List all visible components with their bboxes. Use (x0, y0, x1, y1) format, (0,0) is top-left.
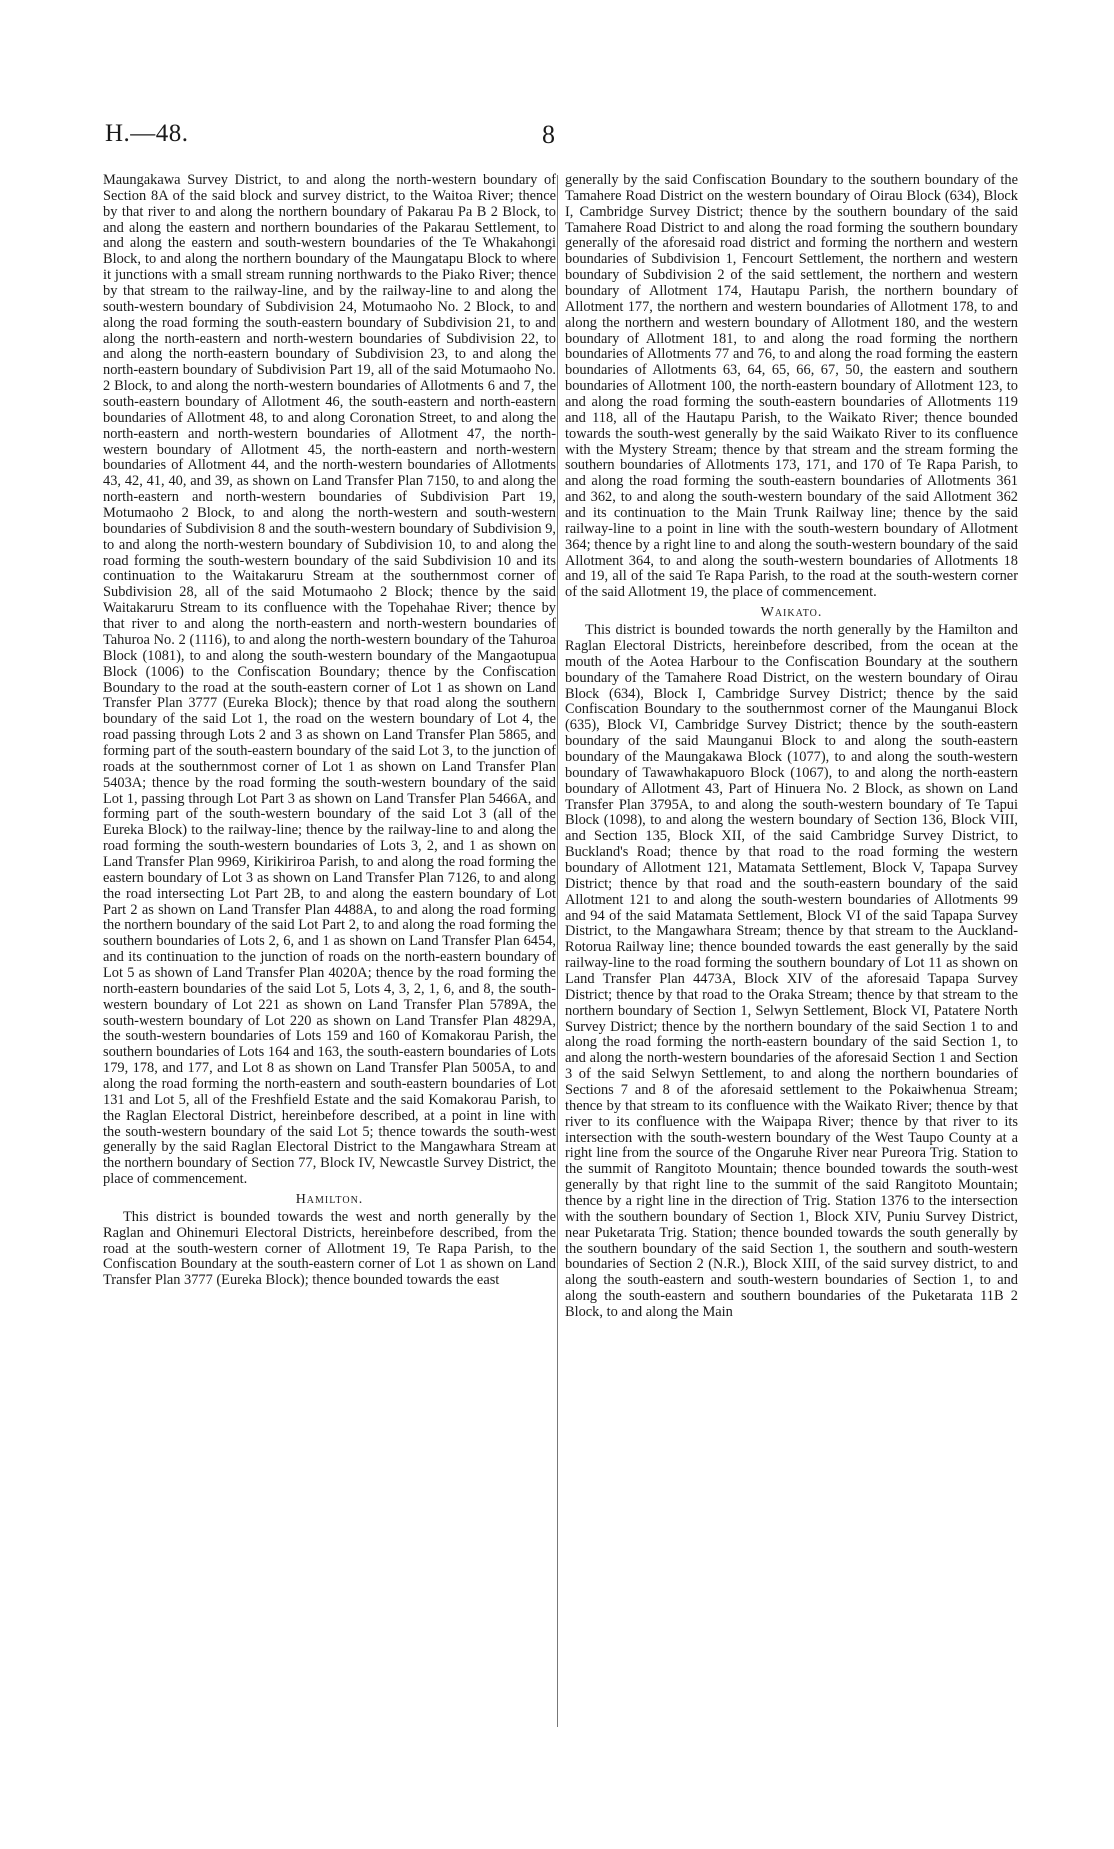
section-code: H.—48. (105, 120, 189, 147)
right-paragraph-2: This district is bounded towards the north generally by the Hamilton and Raglan Electoral Districts, hereinbefore described, from the ocean at the mouth of the Aotea Harbour to the Confiscation Boundary at the southern boundary of the Tamahere Road District, on the western boundary of Oirau Block (634), Block I, Cambridge Survey District; thence by the said Confiscation Boundary to the southernmost corner of the Maunganui Block (635), Block VI, Cambridge Survey District; thence by the south-eastern boundary of the said Maunganui Block to and along the south-eastern boundary of the Maungakawa Block (1077), to and along the south-western boundary of Tawawhakapuoro Block (1067), to and along the north-eastern boundary of Allotment 43, Part of Hinuera No. 2 Block, as shown on Land Transfer Plan 3795A, to and along the south-western boundary of Te Tapui Block (1098), to and along the western boundary of Section 136, Block VIII, and Section 135, Block XII, of the said Cambridge Survey District, to Buckland's Road; thence by that road to the road forming the western boundary of Allotment 121, Matamata Settlement, Block V, Tapapa Survey District; thence by that road and the south-eastern boundary of the said Allotment 121 to and along the south-western boundaries of Allotments 99 and 94 of the said Matamata Settlement, Block VI of the said Tapapa Survey District, to the Mangawhara Stream; thence by that stream to the Auckland-Rotorua Railway line; thence bounded towards the east generally by the said railway-line to the road forming the southern boundary of Lot 11 as shown on Land Transfer Plan 4473A, Block XIV of the aforesaid Tapapa Survey District; thence by that road to the Oraka Stream; thence by that stream to the northern boundary of Section 1, Selwyn Settlement, Block VI, Patatere North Survey District; thence by the northern boundary of the said Section 1 to and along the road forming the north-eastern boundary of the said Section 1, to and along the north-western boundaries of the aforesaid Section 1 and Section 3 of the said Selwyn Settlement, to and along the northern boundaries of Sections 7 and 8 of the aforesaid settlement to the Pokaiwhenua Stream; thence by that stream to its confluence with the Waikato River; thence by that river to its confluence with the Waipapa River; thence by that river to its intersection with the south-western boundary of the West Taupo County at a right line from the source of the Ongaruhe River near Pureora Trig. Station to the summit of Rangitoto Mountain; thence bounded towards the south-west generally by that right line to the summit of the said Rangitoto Mountain; thence by a right line in the direction of Trig. Station 1376 to the intersection with the southern boundary of Section 1, Block XIV, Puniu Survey District, near Puketarata Trig. Station; thence bounded towards the south generally by the southern boundary of the said Section 1, the southern and south-western boundaries of Section 2 (N.R.), Block XIII, of the said survey district, to and along the south-eastern and south-western boundaries of Section 1, to and along the south-eastern and southern boundaries of the Puketarata 11B 2 Block, to and along the Main (565, 622, 1018, 1321)
left-column (103, 173, 556, 1289)
right-paragraph-1: generally by the said Confiscation Boundary to the southern boundary of the Tamahere Road District on the western boundary of Oirau Block (634), Block I, Cambridge Survey District; thence by the southern boundary of the said Tamahere Road District to and along the road forming the southern boundary generally of the aforesaid road district and forming the northern and western boundaries of Subdivision 1, Fencourt Settlement, the northern and western boundary of Subdivision 2 of the said settlement, the northern and western boundary of Allotment 174, Hautapu Parish, the northern boundary of Allotment 177, the northern and western boundaries of Allotment 178, to and along the northern and western boundary of Allotment 180, and the western boundary of Allotment 181, to and along the road forming the northern boundaries of Allotments 77 and 76, to and along the road forming the eastern boundaries of Allotments 63, 64, 65, 66, 67, 50, the eastern and southern boundaries of Allotment 100, the north-eastern boundary of Allotment 123, to and along the road forming the south-eastern boundaries of Allotments 119 and 118, all of the Hautapu Parish, to the Waikato River; thence bounded towards the south-west generally by the said Waikato River to its confluence with the Mystery Stream; thence by that stream and the stream forming the southern boundaries of Allotments 173, 171, and 170 of Te Rapa Parish, to and along the road forming the south-eastern boundaries of Allotments 361 and 362, to and along the south-western boundary of the said Allotment 362 and its continuation to the Main Trunk Railway line; thence by the said railway-line to a point in line with the south-western boundary of Allotment 364; thence by a right line to and along the south-western boundary of the said Allotment 364, to and along the south-western boundaries of Allotments 18 and 19, all of the said Te Rapa Parish, to the road at the south-western corner of the said Allotment 19, the place of commencement. (565, 172, 1018, 601)
left-paragraph-1: Maungakawa Survey District, to and along the north-western boundary of Section 8A of the said block and survey district, to the Waitoa River; thence by that river to and along the northern boundary of Pakarau Pa B 2 Block, to and along the eastern and northern boundaries of the Pakarau Settlement, to and along the eastern and south-western boundaries of the Te Whakahongi Block, to and along the northern boundary of the Maungatapu Block to where it junctions with a small stream running northwards to the Piako River; thence by that stream to the railway-line, and by the railway-line to and along the south-western boundary of Subdivision 24, Motumaoho No. 2 Block, to and along the road forming the south-eastern boundary of Subdivision 21, to and along the north-eastern and north-western boundaries of Subdivision 22, to and along the north-eastern boundary of Subdivision 23, to and along the north-eastern boundary of Subdivision Part 19, all of the said Motumaoho No. 2 Block, to and along the north-western boundaries of Allotments 6 and 7, the south-eastern boundary of Allotment 46, the south-eastern and north-eastern boundaries of Allotment 48, to and along Coronation Street, to and along the north-eastern and north-western boundaries of Allotment 47, the north-western boundary of Allotment 45, the north-eastern and north-western boundaries of Allotment 44, and the north-western boundaries of Allotments 43, 42, 41, 40, and 39, as shown on Land Transfer Plan 7150, to and along the north-eastern and north-western boundaries of Subdivision Part 19, Motumaoho 2 Block, to and along the north-western and south-western boundaries of Subdivision 8 and the south-western boundary of Subdivision 9, to and along the north-western boundary of Subdivision 10, to and along the road forming the south-western boundary of the said Subdivision 10 and its continuation to the Waitakaruru Stream at the southernmost corner of Subdivision 28, all of the said Motumaoho 2 Block; thence by the said Waitakaruru Stream to its confluence with the Topehahae River; thence by that river to and along the north-eastern and north-western boundaries of Tahuroa No. 2 (1116), to and along the north-western boundary of the Tahuroa Block (1081), to and along the south-western boundary of the Mangaotupua Block (1006) to the Confiscation Boundary; thence by the Confiscation Boundary to the road at the south-eastern corner of Lot 1 as shown on Land Transfer Plan 3777 (Eureka Block); thence by that road along the southern boundary of the said Lot 1, the road on the western boundary of Lot 4, the road passing through Lots 2 and 3 as shown on Land Transfer Plan 5865, and forming part of the south-eastern boundary of the said Lot 3, to the junction of roads at the southernmost corner of Lot 1 as shown on Land Transfer Plan 5403A; thence by the road forming the south-western boundary of the said Lot 1, passing through Lot Part 3 as shown on Land Transfer Plan 5466A, and forming part of the south-western boundary of the said Lot 3 (all of the Eureka Block) to the railway-line; thence by the railway-line to and along the road forming the south-western boundaries of Lots 3, 2, and 1 as shown on Land Transfer Plan 9969, Kirikiriroa Parish, to and along the road forming the eastern boundary of Lot 3 as shown on Land Transfer Plan 7126, to and along the road intersecting Lot Part 2B, to and along the eastern boundary of Lot Part 2 as shown on Land Transfer Plan 4488A, to and along the road forming the northern boundary of the said Lot Part 2, to and along the road forming the southern boundaries of Lots 2, 6, and 1 as shown on Land Transfer Plan 6454, and its continuation to the junction of roads on the north-eastern boundary of Lot 5 as shown of Land Transfer Plan 4020A; thence by the road forming the north-eastern boundaries of the said Lot 5, Lots 4, 3, 2, 1, 6, and 8, the south-western boundary of Lot 221 as shown on Land Transfer Plan 5789A, the south-western boundary of Lot 220 as shown on Land Transfer Plan 4829A, the south-western boundaries of Lots 159 and 160 of Komakorau Parish, the southern boundaries of Lots 164 and 163, the south-eastern boundaries of Lots 179, 178, and 177, and Lot 8 as shown on Land Transfer Plan 5005A, to and along the road forming the north-eastern and south-eastern boundaries of Lot 131 and Lot 5, all of the Freshfield Estate and the said Komakorau Parish, to the Raglan Electoral District, hereinbefore described, at a point in line with the south-western boundary of the said Lot 5; thence towards the south-west generally by the said Raglan Electoral District to the Mangawhara Stream at the northern boundary of Section 77, Block IV, Newcastle Survey District, the place of commencement. (103, 172, 556, 1188)
left-paragraph-2: This district is bounded towards the west and north generally by the Raglan and Ohinemuri Electoral Districts, hereinbefore described, from the road at the south-western corner of Allotment 19, Te Rapa Parish, to the Confiscation Boundary at the south-eastern corner of Lot 1 as shown on Land Transfer Plan 3777 (Eureka Block); thence bounded towards the east (103, 1208, 556, 1289)
page-number: 8 (542, 120, 555, 149)
page-header (105, 120, 1010, 160)
right-column (565, 173, 1018, 1321)
heading-hamilton: Hamilton. (295, 1192, 364, 1207)
column-divider (557, 175, 558, 1727)
heading-waikato: Waikato. (760, 605, 823, 621)
